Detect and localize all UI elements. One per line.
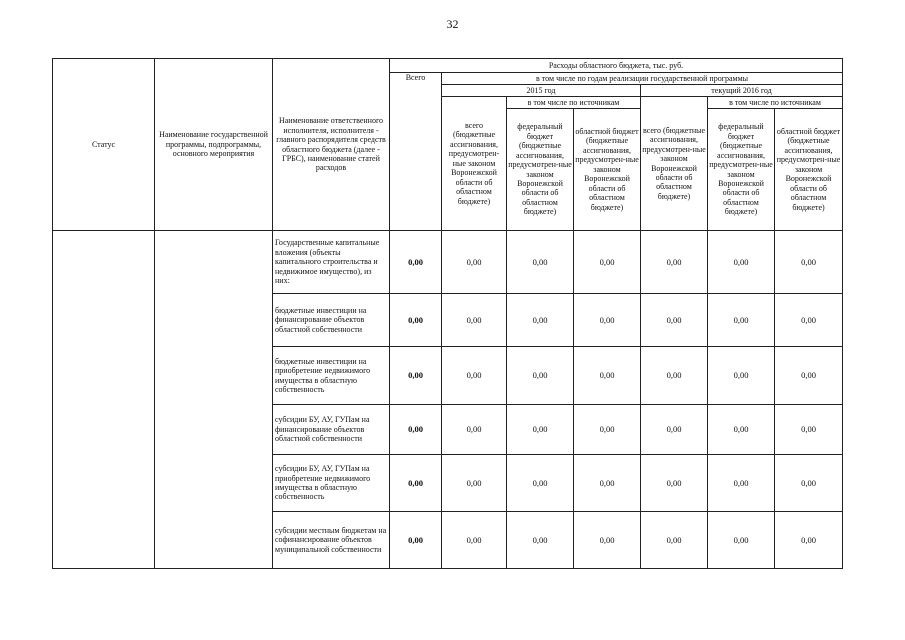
row-value: 0,00 xyxy=(641,294,708,347)
row-value: 0,00 xyxy=(574,294,641,347)
row-value: 0,00 xyxy=(708,455,775,512)
header-2016-by-sources: в том числе по источникам xyxy=(708,97,843,109)
header-2016-total: всего (бюджетные ассигнования, предусмотрен-ные законом Воронежской области об областном бюджете) xyxy=(641,97,708,231)
row-value-total: 0,00 xyxy=(390,405,442,455)
header-year-2015: 2015 год xyxy=(442,85,641,97)
row-value: 0,00 xyxy=(574,455,641,512)
row-value: 0,00 xyxy=(708,512,775,569)
row-value: 0,00 xyxy=(507,405,574,455)
row-value: 0,00 xyxy=(574,512,641,569)
row-name: субсидии БУ, АУ, ГУПам на финансирование объектов областной собственности xyxy=(273,405,390,455)
status-cell xyxy=(53,231,155,569)
program-name-cell xyxy=(155,231,273,569)
row-value: 0,00 xyxy=(775,512,843,569)
row-value: 0,00 xyxy=(574,231,641,294)
row-value: 0,00 xyxy=(442,455,507,512)
header-status: Статус xyxy=(53,59,155,231)
header-2015-by-sources: в том числе по источникам xyxy=(507,97,641,109)
header-2015-total: всего (бюджетные ассигнования, предусмотрен-ные законом Воронежской области об областном бюджете) xyxy=(442,97,507,231)
row-value: 0,00 xyxy=(442,405,507,455)
row-value-total: 0,00 xyxy=(390,294,442,347)
header-total: Всего xyxy=(390,73,442,231)
header-program-name: Наименование государственной программы, подпрограммы, основного мероприятия xyxy=(155,59,273,231)
header-2015-regional: областной бюджет (бюджетные ассигнования, предусмотрен-ные законом Воронежской области об областном бюджете) xyxy=(574,109,641,231)
header-expenses-title: Расходы областного бюджета, тыс. руб. xyxy=(390,59,843,73)
row-value: 0,00 xyxy=(641,455,708,512)
row-value: 0,00 xyxy=(775,294,843,347)
row-value: 0,00 xyxy=(641,405,708,455)
row-value: 0,00 xyxy=(775,455,843,512)
row-value-total: 0,00 xyxy=(390,512,442,569)
row-value: 0,00 xyxy=(641,347,708,405)
header-year-2016: текущий 2016 год xyxy=(641,85,843,97)
row-name: субсидии БУ, АУ, ГУПам на приобретение недвижимого имущества в областную собственность xyxy=(273,455,390,512)
table-row xyxy=(53,231,843,294)
row-value: 0,00 xyxy=(507,231,574,294)
row-value: 0,00 xyxy=(641,231,708,294)
row-value: 0,00 xyxy=(574,405,641,455)
header-2015-federal: федеральный бюджет (бюджетные ассигнования, предусмотрен-ные законом Воронежской области об областном бюджете) xyxy=(507,109,574,231)
row-value: 0,00 xyxy=(442,512,507,569)
row-value: 0,00 xyxy=(708,347,775,405)
row-value: 0,00 xyxy=(507,512,574,569)
row-value: 0,00 xyxy=(442,231,507,294)
header-executor: Наименование ответственного исполнителя, исполнителя - главного распорядителя средств областного бюджета (далее - ГРБС), наименование статей расходов xyxy=(273,59,390,231)
row-name: бюджетные инвестиции на финансирование объектов областной собственности xyxy=(273,294,390,347)
row-value: 0,00 xyxy=(708,405,775,455)
row-value: 0,00 xyxy=(641,512,708,569)
header-by-years: в том числе по годам реализации государственной программы xyxy=(442,73,843,85)
header-2016-regional: областной бюджет (бюджетные ассигнования, предусмотрен-ные законом Воронежской области об областном бюджете) xyxy=(775,109,843,231)
row-value: 0,00 xyxy=(775,231,843,294)
row-name: бюджетные инвестиции на приобретение недвижимого имущества в областную собственность xyxy=(273,347,390,405)
row-value: 0,00 xyxy=(442,347,507,405)
row-value: 0,00 xyxy=(574,347,641,405)
page-number: 32 xyxy=(446,17,459,31)
row-value: 0,00 xyxy=(775,405,843,455)
row-value-total: 0,00 xyxy=(390,347,442,405)
row-name: субсидии местным бюджетам на софинансирование объектов муниципальной собственности xyxy=(273,512,390,569)
row-value: 0,00 xyxy=(442,294,507,347)
row-value: 0,00 xyxy=(507,294,574,347)
row-value: 0,00 xyxy=(507,455,574,512)
row-value: 0,00 xyxy=(708,294,775,347)
row-value: 0,00 xyxy=(507,347,574,405)
header-2016-federal: федеральный бюджет (бюджетные ассигнования, предусмотрен-ные законом Воронежской области об областном бюджете) xyxy=(708,109,775,231)
row-value: 0,00 xyxy=(775,347,843,405)
row-value: 0,00 xyxy=(708,231,775,294)
budget-table xyxy=(52,58,843,569)
row-name: Государственные капитальные вложения (объекты капитального строительства и недвижимое имущество), из них: xyxy=(273,231,390,294)
row-value-total: 0,00 xyxy=(390,231,442,294)
row-value-total: 0,00 xyxy=(390,455,442,512)
